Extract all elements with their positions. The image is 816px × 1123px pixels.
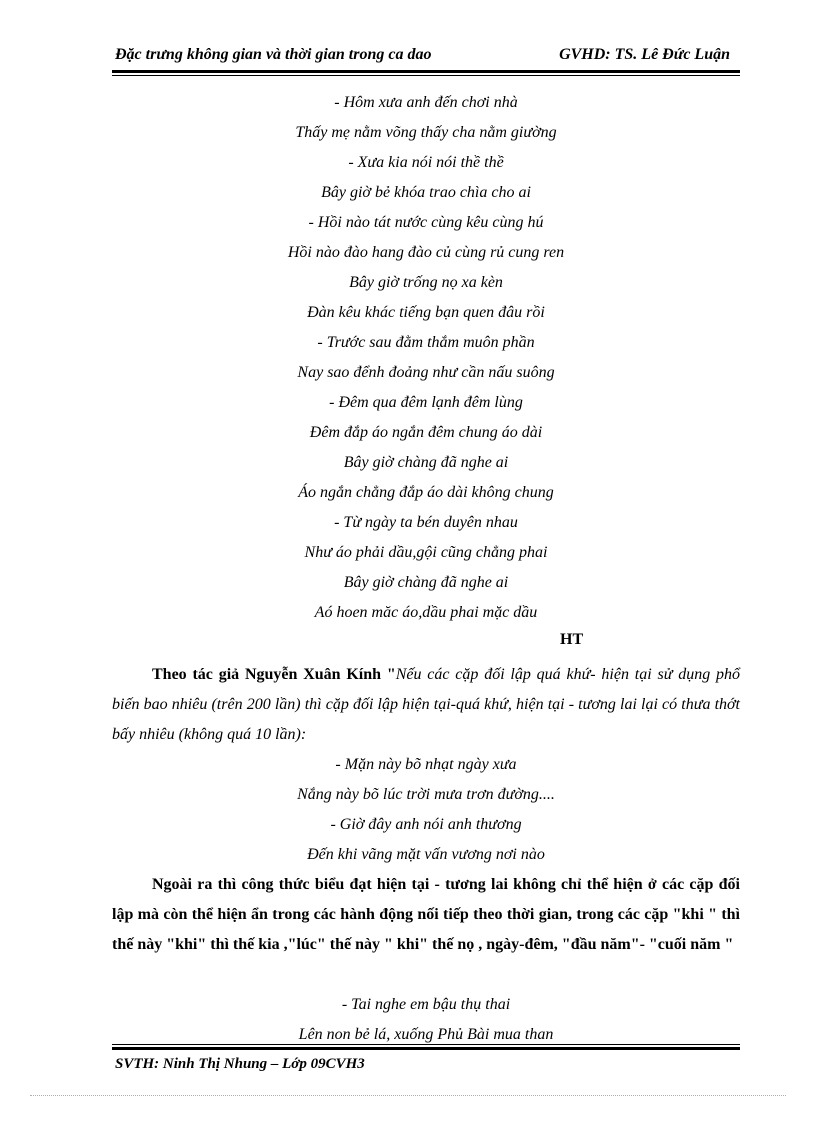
verse-line: - Đêm qua đêm lạnh đêm lùng: [329, 394, 523, 411]
verse-line: Đến khi vãng mặt vấn vương nơi nào: [307, 846, 545, 863]
verse-block-2: [112, 750, 740, 870]
author-intro: Theo tác giả Nguyễn Xuân Kính ": [152, 666, 396, 683]
verse-line: - Mặn này bõ nhạt ngày xưa: [335, 756, 517, 773]
page-bottom-dotted-line: [30, 1095, 786, 1096]
page-header: [112, 46, 740, 68]
verse-line: Bây giờ trống nọ xa kèn: [349, 274, 503, 291]
verse-line: Áo ngắn chẳng đắp áo dài không chung: [298, 484, 554, 501]
verse-line: - Giờ đây anh nói anh thương: [330, 816, 522, 833]
verse-line: Lên non bẻ lá, xuống Phủ Bài mua than: [298, 1026, 554, 1043]
verse-line: Hồi nào đào hang đào củ cùng rủ cung ren: [287, 244, 565, 261]
paragraph-author-quote: [112, 660, 740, 750]
verse-line: Như áo phải dầu,gội cũng chẳng phai: [304, 544, 548, 561]
verse-line: - Tai nghe em bậu thụ thai: [341, 996, 511, 1013]
verse-line: Bây giờ chàng đã nghe ai: [343, 454, 509, 471]
verse-line: - Hôm xưa anh đến chơi nhà: [334, 94, 518, 111]
verse-line: Đêm đắp áo ngắn đêm chung áo dài: [309, 424, 543, 441]
source-mark: HT: [560, 631, 584, 648]
verse-line: - Hồi nào tát nước cùng kêu cùng hú: [308, 214, 544, 231]
verse-line: - Xưa kia nói nói thề thề: [348, 154, 504, 171]
author-quote: Nếu các cặp đối lập quá khứ- hiện tại sử dụng phổ biến bao nhiêu (trên 200 lần) thì cặp đối lập hiện tại-quá khứ, hiện tại - tương lai lại có thưa thớt bấy nhiêu (không quá 10 lần):: [112, 666, 741, 743]
header-advisor: GVHD: TS. Lê Đức Luận: [559, 46, 730, 63]
verse-line: Bây giờ chàng đã nghe ai: [343, 574, 509, 591]
verse-line: Bây giờ bẻ khóa trao chìa cho ai: [321, 184, 531, 201]
verse-line: Nắng này bõ lúc trời mưa trơn đường....: [297, 786, 555, 803]
verse-line: - Trước sau đằm thắm muôn phần: [317, 334, 535, 351]
footer-rule-thin: [112, 1044, 740, 1045]
verse-line: Đàn kêu khác tiếng bạn quen đâu rồi: [307, 304, 545, 321]
verse-block-1: [112, 88, 740, 628]
verse-line: Thấy mẹ nằm võng thấy cha nằm giường: [295, 124, 557, 141]
verse-line: - Từ ngày ta bén duyên nhau: [334, 514, 518, 531]
footer-student: SVTH: Ninh Thị Nhung – Lớp 09CVH3: [115, 1056, 365, 1072]
header-title: Đặc trưng không gian và thời gian trong ca dao: [115, 46, 432, 63]
footer-rule-thick: [112, 1047, 740, 1050]
verse-line: Aó hoen măc áo,dầu phai mặc dầu: [314, 604, 538, 621]
verse-block-3: [112, 990, 740, 1050]
paragraph-formula: Ngoài ra thì công thức biểu đạt hiện tại - tương lai không chỉ thể hiện ở các cặp đối lập mà còn thể hiện ẩn trong các hành động nối tiếp theo thời gian, trong các cặp "khi " thì thế này "khi" thì thế kia ,"lúc" thế này " khi" thế nọ , ngày-đêm, "đầu năm"- "cuối năm ": [112, 876, 740, 953]
header-rule-thin: [112, 75, 740, 76]
verse-line: Nay sao đểnh đoảng như cần nấu suông: [297, 364, 555, 381]
header-rule-thick: [112, 70, 740, 73]
